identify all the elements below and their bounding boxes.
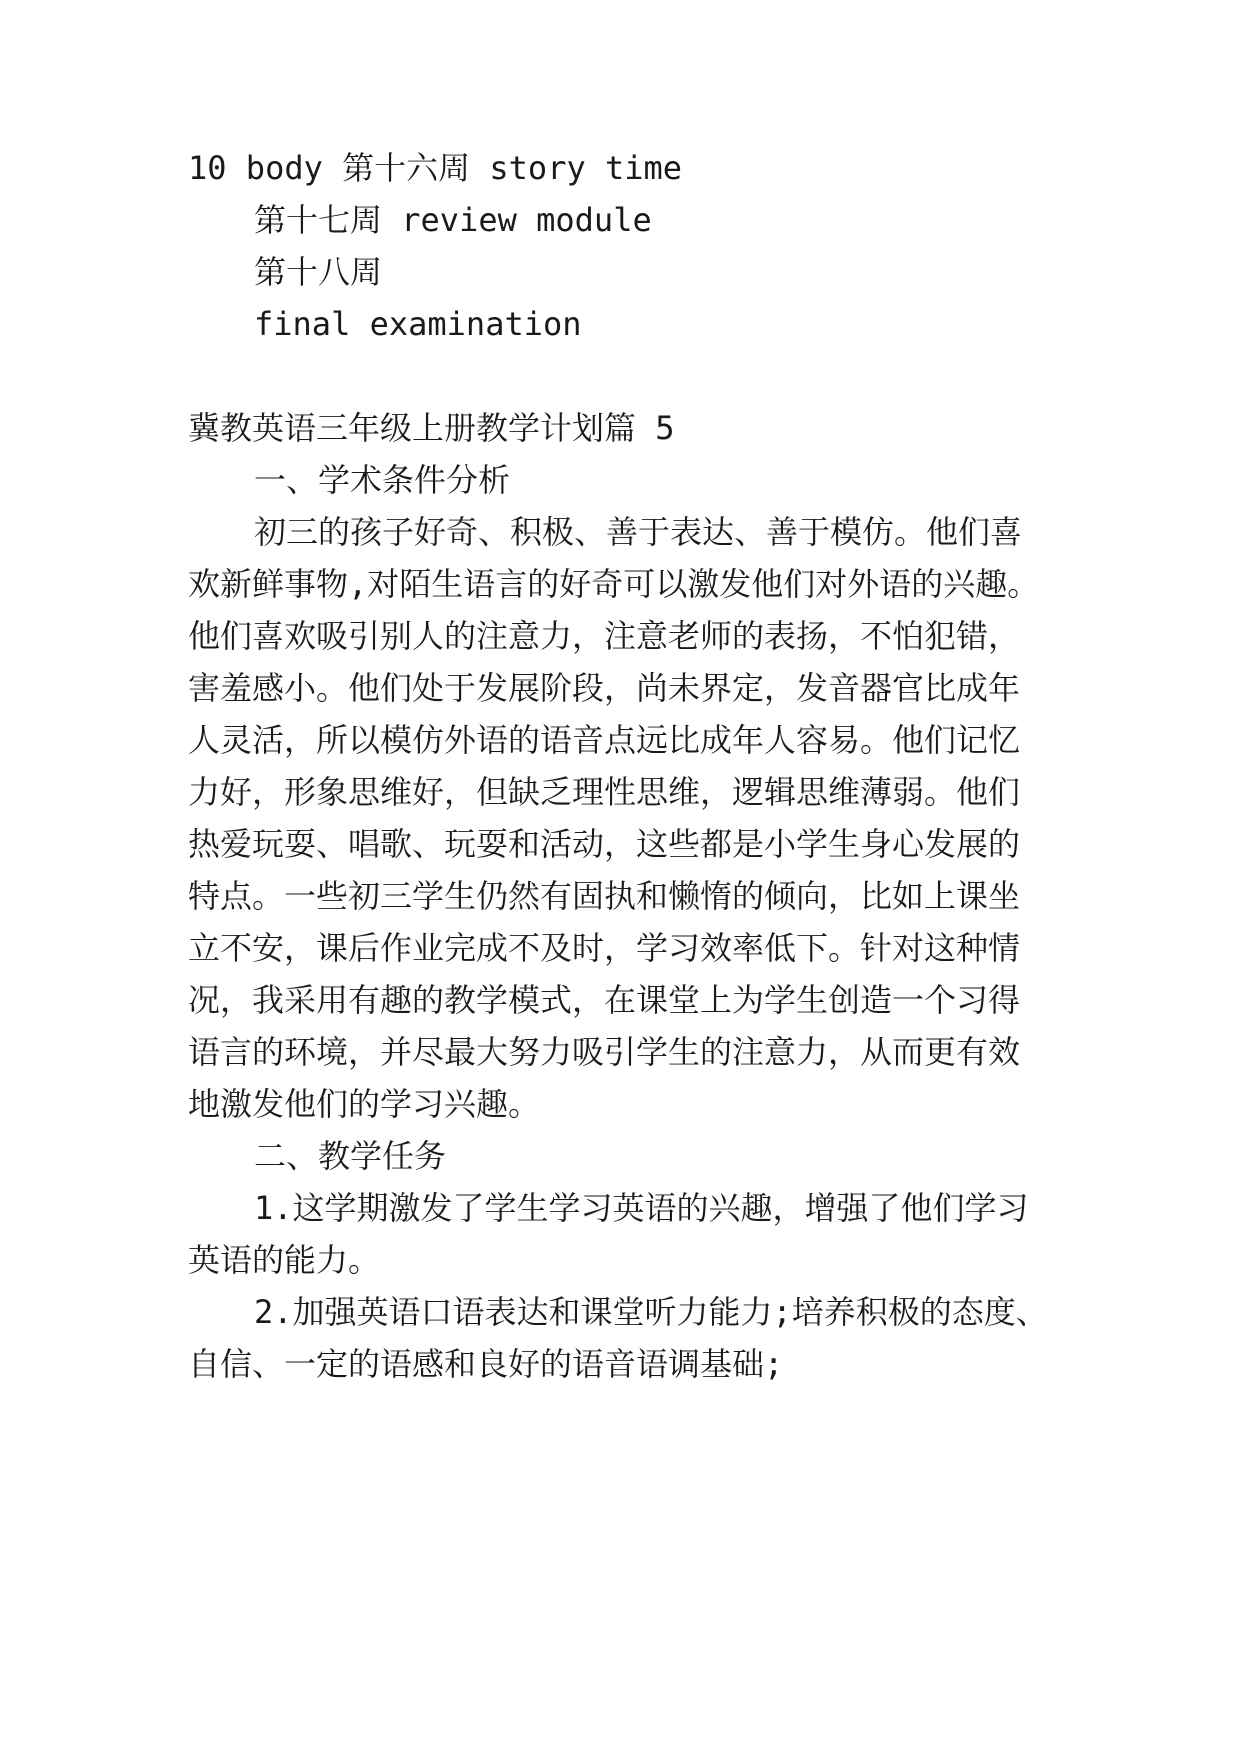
paragraph-line: 害羞感小。他们处于发展阶段，尚未界定，发音器官比成年 [188,669,1021,707]
paragraph-line: 初三的孩子好奇、积极、善于表达、善于模仿。他们喜 [254,513,1023,551]
paragraph-line: 自信、一定的语感和良好的语音语调基础; [188,1345,784,1383]
paragraph-line: 热爱玩耍、唱歌、玩耍和活动，这些都是小学生身心发展的 [188,825,1021,863]
paragraph-line: 1.这学期激发了学生学习英语的兴趣，增强了他们学习 [254,1189,1029,1227]
paragraph-line: 况，我采用有趣的教学模式，在课堂上为学生创造一个习得 [188,981,1021,1019]
paragraph-line: 特点。一些初三学生仍然有固执和懒惰的倾向，比如上课坐 [188,877,1021,915]
paragraph-line: 地激发他们的学习兴趣。 [188,1085,541,1123]
paragraph-line: 语言的环境，并尽最大努力吸引学生的注意力，从而更有效 [188,1033,1021,1071]
paragraph-line: 立不安，课后作业完成不及时，学习效率低下。针对这种情 [188,929,1021,967]
paragraph-line: 他们喜欢吸引别人的注意力，注意老师的表扬，不怕犯错， [188,617,1021,655]
heading-analysis: 一、学术条件分析 [254,461,511,499]
schedule-line: 10 body 第十六周 story time [188,149,683,187]
section-title: 冀教英语三年级上册教学计划篇 5 [188,409,675,447]
schedule-line: 第十八周 [254,253,383,291]
paragraph-line: 人灵活，所以模仿外语的语音点远比成年人容易。他们记忆 [188,721,1021,759]
paragraph-line: 力好，形象思维好，但缺乏理性思维，逻辑思维薄弱。他们 [188,773,1021,811]
heading-tasks: 二、教学任务 [254,1137,447,1175]
paragraph-line: 2.加强英语口语表达和课堂听力能力;培养积极的态度、 [254,1293,1048,1331]
schedule-line: 第十七周 review module [254,201,652,239]
schedule-line: final examination [254,305,582,343]
paragraph-line: 欢新鲜事物,对陌生语言的好奇可以激发他们对外语的兴趣。 [188,565,1040,603]
paragraph-line: 英语的能力。 [188,1241,381,1279]
